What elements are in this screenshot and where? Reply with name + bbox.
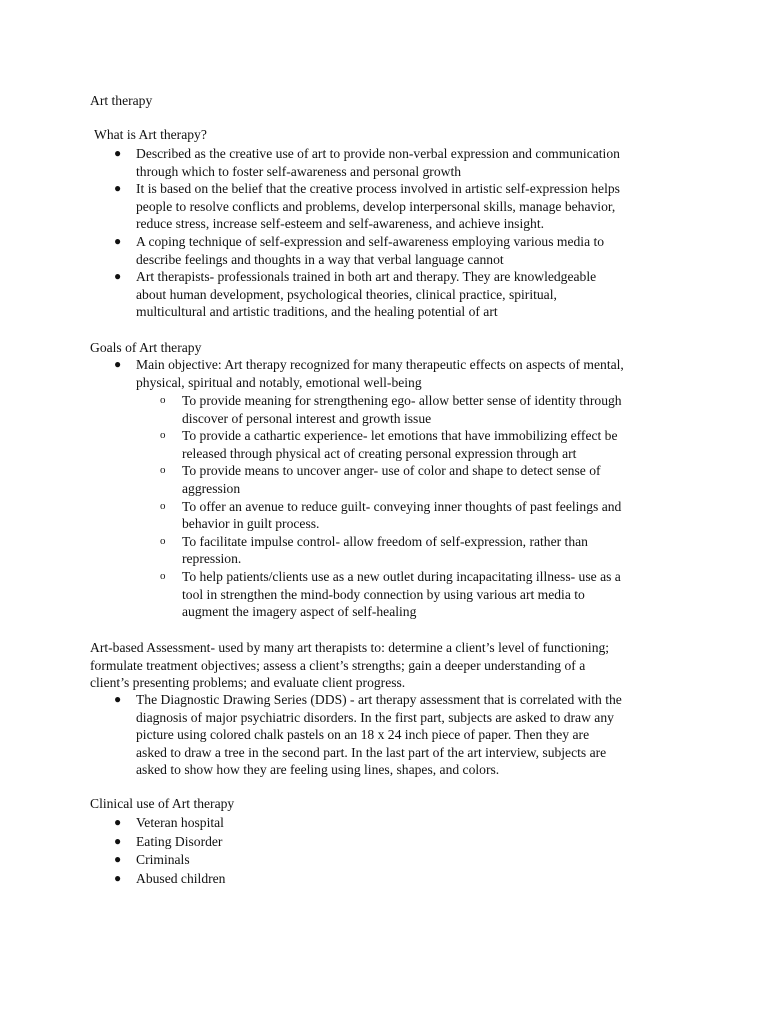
sub-bullet-icon: o — [160, 569, 166, 582]
bullet-icon: ● — [114, 181, 122, 196]
list-item-line: discover of personal interest and growth issue — [182, 410, 432, 426]
list-item-line: aggression — [182, 480, 241, 496]
list-item-line: through which to foster self-awareness and personal growth — [136, 163, 462, 179]
list-item-line: describe feelings and thoughts in a way that verbal language cannot — [136, 251, 504, 267]
sub-list-item — [160, 462, 682, 497]
sub-bullet-icon: o — [160, 394, 166, 406]
list-item-line: behavior in guilt process. — [182, 516, 320, 532]
document-title: Art therapy — [90, 93, 153, 108]
bullet-icon: ● — [114, 233, 122, 248]
list-item-line: To provide means to uncover anger- use of color and shape to detect sense of — [182, 463, 601, 479]
goals-sub-list — [160, 392, 682, 621]
list-item-line: To help patients/clients use as a new outlet during incapacitating illness- use as a — [182, 568, 621, 584]
list-item-line: people to resolve conflicts and problems, develop interpersonal skills, manage behavior, — [136, 198, 616, 214]
list-item — [114, 814, 225, 832]
list-item-line: Described as the creative use of art to provide non-verbal expression and communication — [136, 146, 620, 161]
bullet-icon: ● — [114, 269, 122, 284]
list-item — [114, 851, 225, 869]
list-item-line: physical, spiritual and notably, emotional well-being — [136, 374, 422, 390]
list-item-text: Eating Disorder — [136, 833, 223, 849]
list-item — [114, 356, 624, 391]
sub-bullet-icon: o — [160, 534, 166, 547]
list-item-line: augment the imagery aspect of self-healing — [182, 604, 417, 620]
list-item-line: The Diagnostic Drawing Series (DDS) - art therapy assessment that is correlated with the — [136, 692, 622, 707]
paragraph-line: Art-based Assessment- used by many art therapists to: determine a client’s level of functioning; — [90, 640, 610, 655]
list-item — [114, 691, 622, 779]
list-item — [114, 833, 225, 851]
list-item-line: repression. — [182, 551, 242, 567]
list-item-line: asked to show how they are feeling using lines, shapes, and colors. — [136, 762, 500, 778]
clinical-use-list — [114, 814, 226, 887]
goals-list — [114, 356, 624, 391]
paragraph-line: formulate treatment objectives; assess a client’s strengths; gain a deeper understanding of a — [90, 657, 586, 673]
assessment-paragraph — [90, 639, 680, 692]
section-heading-goals: Goals of Art therapy — [90, 340, 202, 355]
bullet-icon: ● — [114, 815, 122, 829]
sub-list-item — [160, 498, 682, 533]
list-item — [114, 268, 620, 321]
list-item-line: reduce stress, increase self-esteem and self-awareness, and achieve insight. — [136, 216, 545, 232]
sub-bullet-icon: o — [160, 464, 166, 477]
list-item-line: To provide a cathartic experience- let emotions that have immobilizing effect be — [182, 428, 618, 444]
sub-list-item — [160, 568, 682, 621]
bullet-icon: ● — [114, 357, 122, 371]
list-item-text: Abused children — [136, 870, 226, 886]
list-item-line: released through physical act of creating personal expression through art — [182, 445, 577, 461]
list-item-text: Veteran hospital — [136, 815, 224, 830]
list-item-line: asked to draw a tree in the second part. In the last part of the art interview, subjects are — [136, 744, 607, 760]
sub-bullet-icon: o — [160, 499, 166, 512]
list-item-line: about human development, psychological theories, clinical practice, spiritual, — [136, 286, 557, 302]
list-item-text: Criminals — [136, 852, 190, 868]
list-item — [114, 870, 226, 888]
list-item-line: diagnosis of major psychiatric disorders. In the first part, subjects are asked to draw any — [136, 709, 614, 725]
bullet-icon: ● — [114, 692, 122, 706]
list-item-line: Main objective: Art therapy recognized for many therapeutic effects on aspects of mental, — [136, 357, 624, 372]
bullet-icon: ● — [114, 870, 122, 885]
list-item — [114, 233, 620, 268]
list-item — [114, 180, 620, 233]
list-item-line: multicultural and artistic traditions, and the healing potential of art — [136, 304, 498, 320]
bullet-icon: ● — [114, 146, 122, 160]
list-item-line: tool in strengthen the mind-body connection by using various art media to — [182, 586, 585, 602]
paragraph-line: client’s presenting problems; and evaluate client progress. — [90, 675, 406, 691]
list-item-line: To offer an avenue to reduce guilt- conveying inner thoughts of past feelings and — [182, 498, 622, 514]
section-heading-clinical-use: Clinical use of Art therapy — [90, 796, 235, 811]
list-item-line: It is based on the belief that the creative process involved in artistic self-expression helps — [136, 181, 620, 197]
list-item-line: To facilitate impulse control- allow freedom of self-expression, rather than — [182, 533, 588, 549]
sub-list-item — [160, 427, 682, 462]
bullet-icon: ● — [114, 833, 122, 848]
sub-list-item — [160, 533, 682, 568]
list-item-line: picture using colored chalk pastels on an 18 x 24 inch piece of paper. Then they are — [136, 727, 590, 743]
list-item-line: Art therapists- professionals trained in both art and therapy. They are knowledgeable — [136, 269, 597, 285]
sub-list-item — [160, 392, 682, 427]
assessment-list — [114, 691, 622, 779]
list-item — [114, 145, 620, 180]
list-item-line: To provide meaning for strengthening ego- allow better sense of identity through — [182, 393, 622, 408]
bullet-icon: ● — [114, 852, 122, 867]
list-item-line: A coping technique of self-expression and self-awareness employing various media to — [136, 233, 605, 249]
section-heading-what-is: What is Art therapy? — [94, 127, 207, 142]
sub-bullet-icon: o — [160, 429, 166, 442]
what-is-list — [114, 145, 620, 321]
